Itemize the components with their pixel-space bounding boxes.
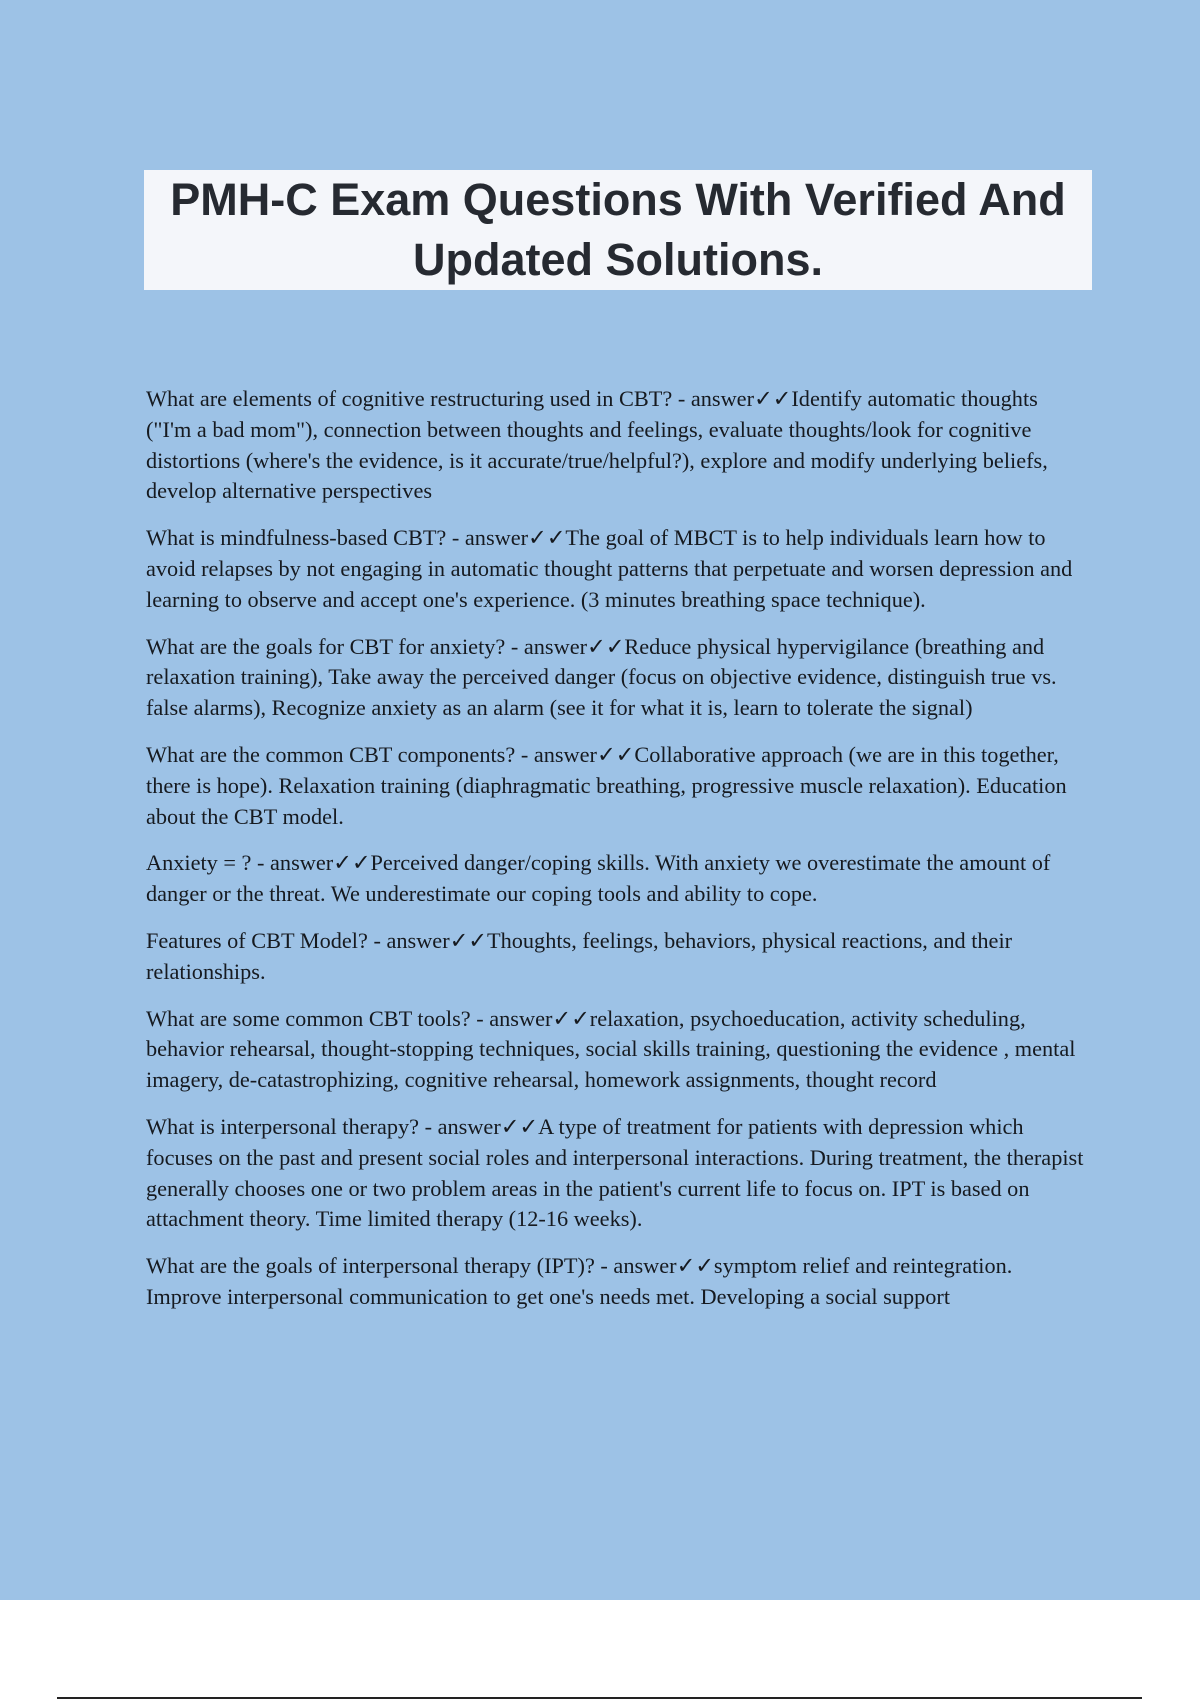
qa-item: Features of CBT Model? - answer✓✓Thoughts, feelings, behaviors, physical reactions, and their relationships. [146,927,1013,984]
qa-item: What are elements of cognitive restructuring used in CBT? - answer✓✓Identify automatic thoughts ("I'm a bad mom"), connection between thoughts and feelings, evaluate thoughts/look for cognitive distortions (where's the evidence, is it accurate/true/helpful?), explore and modify underlying beliefs, develop alternative perspectives [146,386,1048,504]
qa-item: What are some common CBT tools? - answer✓✓relaxation, psychoeducation, activity scheduling, behavior rehearsal, thought-stopping techniques, social skills training, questioning the evidence , mental imagery, de-catastrophizing, cognitive rehearsal, homework assignments, thought record [146,1005,1076,1093]
qa-item: What are the common CBT components? - answer✓✓Collaborative approach (we are in this together, there is hope). Relaxation training (diaphragmatic breathing, progressive muscle relaxation). Education about the CBT model. [146,741,1067,829]
qa-item: What is mindfulness-based CBT? - answer✓✓The goal of MBCT is to help individuals learn how to avoid relapses by not engaging in automatic thought patterns that perpetuate and worsen depression and learning to observe and accept one's experience. (3 minutes breathing space technique). [146,525,1073,612]
title-box [144,170,1092,290]
footer-divider [57,1697,1142,1699]
qa-item: What are the goals for CBT for anxiety? - answer✓✓Reduce physical hypervigilance (breathing and relaxation training), Take away the perceived danger (focus on objective evidence, distinguish true vs. false alarms), Recognize anxiety as an alarm (see it for what it is, learn to tolerate the signal) [146,633,1057,721]
qa-item: What is interpersonal therapy? - answer✓✓A type of treatment for patients with depression which focuses on the past and present social roles and interpersonal interactions. During treatment, the therapist generally chooses one or two problem areas in the patient's current life to focus on. IPT is based on attachment theory. Time limited therapy (12-16 weeks). [146,1113,1084,1232]
qa-item: Anxiety = ? - answer✓✓Perceived danger/coping skills. With anxiety we overestimate the amount of danger or the threat. We underestimate our coping tools and ability to cope. [146,850,1051,907]
qa-list [146,384,1086,1329]
qa-item: What are the goals of interpersonal therapy (IPT)? - answer✓✓symptom relief and reintegration. Improve interpersonal communication to get one's needs met. Developing a social support [146,1253,1013,1309]
document-title: PMH-C Exam Questions With Verified And Updated Solutions. [170,174,1066,285]
